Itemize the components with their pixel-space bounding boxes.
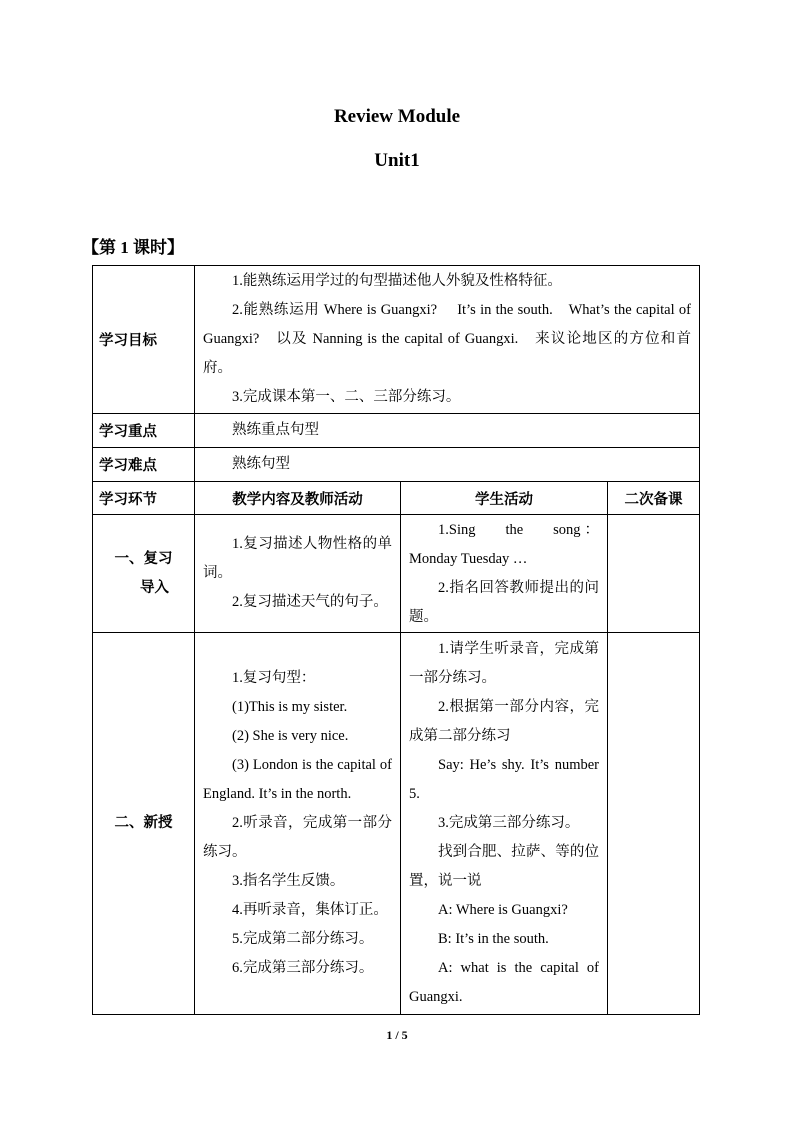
- table-row-goal: [93, 266, 700, 414]
- teacher-line: (2) She is very nice.: [232, 728, 349, 744]
- focus-content: [195, 414, 700, 448]
- goal-content: [195, 266, 700, 414]
- teacher-line: 4.再听录音，集体订正。: [232, 902, 388, 918]
- teacher-line: 2.听录音，完成第一部分练习。: [203, 815, 392, 860]
- student-line: 2.指名回答教师提出的问题。: [409, 579, 599, 625]
- notes-cell: [608, 633, 700, 1015]
- teacher-line: 5.完成第二部分练习。: [232, 931, 374, 947]
- difficulty-text: 熟练句型: [232, 456, 290, 472]
- student-line: 找到合肥、拉萨、等的位置，说一说: [409, 844, 599, 889]
- student-line: 1.请学生听录音，完成第一部分练习。: [409, 641, 599, 686]
- notes-cell: [608, 515, 700, 633]
- table-row-difficulty: [93, 448, 700, 482]
- stage-name-line: 导入: [140, 579, 169, 596]
- teacher-activity-cell: [195, 515, 401, 633]
- stage-name-line: 一、复习: [114, 550, 173, 567]
- teacher-line: (3) London is the capital of England. It’s in the north.: [203, 757, 392, 802]
- difficulty-label: 学习难点: [93, 448, 195, 482]
- column-header: 教学内容及教师活动: [195, 482, 401, 515]
- table-row-focus: [93, 414, 700, 448]
- column-header: 学习环节: [93, 482, 195, 515]
- page-number: 1 / 5: [386, 1028, 408, 1042]
- stage-name-cell: [93, 633, 195, 1015]
- student-activity-cell: [401, 515, 608, 633]
- teacher-line: 1.复习描述人物性格的单词。: [203, 536, 392, 581]
- focus-label: 学习重点: [93, 414, 195, 448]
- focus-text: 熟练重点句型: [232, 422, 319, 438]
- teacher-line: 6.完成第三部分练习。: [232, 960, 374, 976]
- student-line: 1.Sing the song：Monday Tuesday …: [409, 521, 599, 567]
- student-line: 3.完成第三部分练习。: [438, 815, 580, 831]
- student-line: B: It’s in the south.: [438, 931, 549, 947]
- teacher-line: 2.复习描述天气的句子。: [232, 594, 388, 610]
- column-header: 学生活动: [401, 482, 608, 515]
- teacher-line: (1)This is my sister.: [232, 699, 348, 715]
- table-row-new-teaching: [93, 633, 700, 1015]
- student-line: A: Where is Guangxi?: [438, 902, 568, 918]
- lesson-heading: 【第 1 课时】: [82, 238, 184, 257]
- table-row-review: [93, 515, 700, 633]
- goal-label: 学习目标: [93, 266, 195, 414]
- document-title: Review Module: [333, 106, 461, 127]
- student-line: Say: He’s shy. It’s number 5.: [409, 757, 599, 802]
- student-line: 2.根据第一部分内容，完成第二部分练习: [409, 699, 599, 744]
- student-line: A: what is the capital of Guangxi.: [409, 960, 599, 1005]
- difficulty-content: [195, 448, 700, 482]
- stage-name-line: 二、新授: [114, 815, 173, 831]
- goal-line: 2.能熟练运用 Where is Guangxi? It’s in the south. What’s the capital of Guangxi? 以及 Nanning is the capital of Guangxi. 来议论地区的方位和首府。: [203, 302, 692, 376]
- teacher-activity-cell: [195, 633, 401, 1015]
- table-header-row: [93, 482, 700, 515]
- teacher-line: 3.指名学生反馈。: [232, 873, 345, 889]
- teacher-line: 1.复习句型：: [232, 670, 316, 686]
- document-subtitle: Unit1: [374, 150, 420, 171]
- goal-line: 1.能熟练运用学过的句型描述他人外貌及性格特征。: [232, 273, 562, 289]
- goal-line: 3.完成课本第一、二、三部分练习。: [232, 389, 461, 405]
- stage-name-cell: [93, 515, 195, 633]
- student-activity-cell: [401, 633, 608, 1015]
- lesson-plan-table: [92, 265, 700, 1015]
- column-header: 二次备课: [608, 482, 700, 515]
